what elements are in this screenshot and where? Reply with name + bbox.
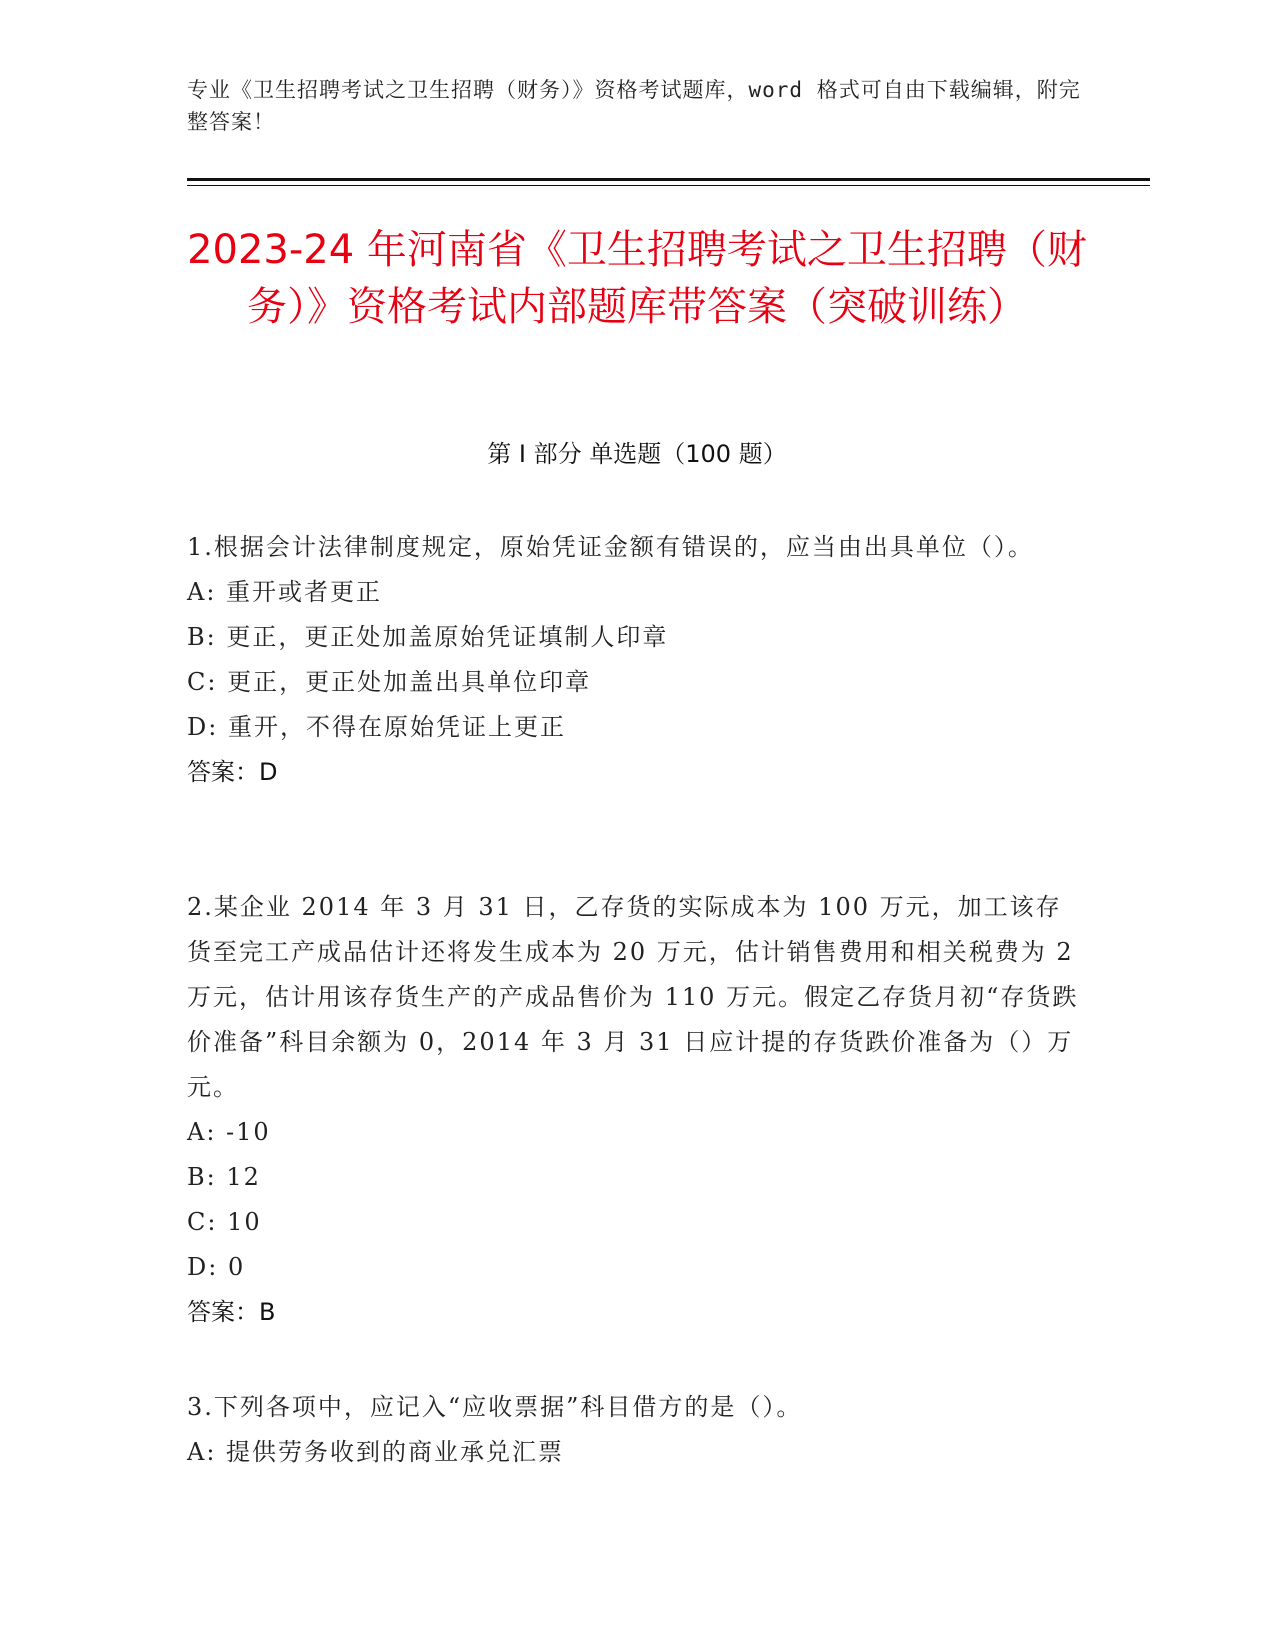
answer: 答案：D — [187, 758, 278, 786]
section-title: 第 I 部分 单选题（100 题） — [487, 440, 787, 468]
document-title: 2023-24 年河南省《卫生招聘考试之卫生招聘（财务）》资格考试内部题库带答案（突破训练） — [187, 227, 1087, 330]
option-a: A: -10 — [187, 1118, 271, 1146]
question-1 — [187, 525, 1087, 795]
option-b: B: 更正，更正处加盖原始凭证填制人印章 — [187, 623, 669, 651]
option-d: D: 重开，不得在原始凭证上更正 — [187, 713, 566, 741]
option-a: A: 提供劳务收到的商业承兑汇票 — [187, 1438, 565, 1466]
question-stem: 3.下列各项中，应记入“应收票据”科目借方的是（）。 — [187, 1393, 803, 1421]
answer: 答案：B — [187, 1298, 276, 1326]
question-3 — [187, 1385, 1087, 1475]
question-stem: 2.某企业 2014 年 3 月 31 日，乙存货的实际成本为 100 万元，加工该存货至完工产成品估计还将发生成本为 20 万元，估计销售费用和相关税费为 2 万元，估计用该存货生产的产成品售价为 110 万元。假定乙存货月初“存货跌价准备”科目余额为 0，2014 年 3 月 31 日应计提的存货跌价准备为（）万元。 — [187, 893, 1079, 1101]
question-stem: 1.根据会计法律制度规定，原始凭证金额有错误的，应当由出具单位（）。 — [187, 533, 1034, 561]
header-note: 专业《卫生招聘考试之卫生招聘（财务）》资格考试题库，word 格式可自由下载编辑，附完整答案！ — [187, 78, 1081, 134]
option-c: C: 10 — [187, 1208, 262, 1236]
question-2 — [187, 885, 1087, 1335]
header-divider-thin — [187, 185, 1150, 186]
header-divider-thick — [187, 178, 1150, 181]
option-b: B: 12 — [187, 1163, 261, 1191]
option-d: D: 0 — [187, 1253, 246, 1281]
option-c: C: 更正，更正处加盖出具单位印章 — [187, 668, 592, 696]
option-a: A: 重开或者更正 — [187, 578, 383, 606]
